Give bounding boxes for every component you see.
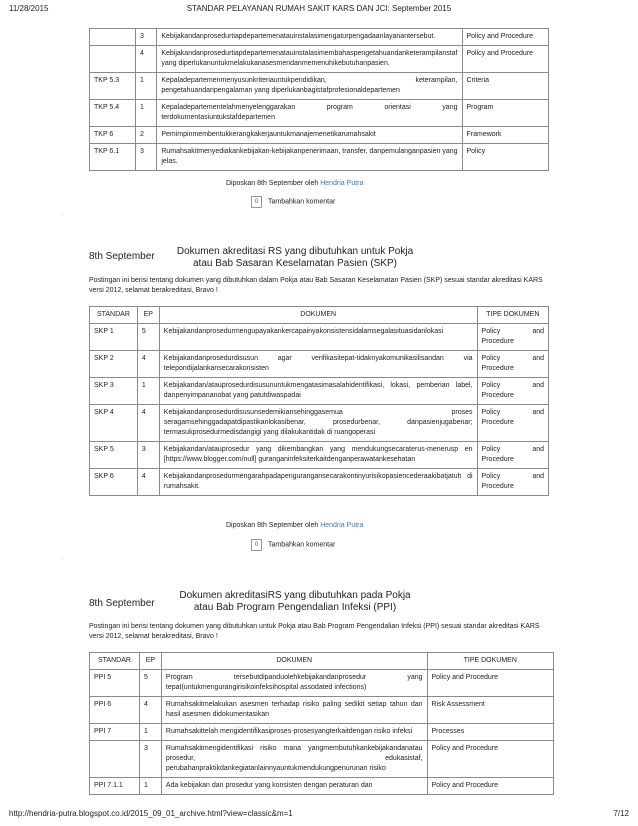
- cell-tipe: Framework: [462, 127, 549, 144]
- cell-ep: 3: [139, 741, 161, 778]
- cell-ep: 3: [136, 144, 157, 171]
- cell-tipe: Policy and Procedure: [477, 378, 548, 405]
- cell-ep: 3: [137, 442, 159, 469]
- cell-tipe: Policy: [462, 144, 549, 171]
- table-row: [90, 778, 554, 795]
- cell-ep: 2: [136, 127, 157, 144]
- cell-dokumen: Rumahsakitmenyediakankebijakan-kebijakanpenerimaan, transfer, danpemulanganpasien yang jelas.: [157, 144, 462, 171]
- page-number: 7/12: [613, 809, 629, 818]
- table-row: [90, 670, 554, 697]
- ppi-table-body: [90, 670, 554, 795]
- cell-tipe: Policy and Procedure: [462, 46, 549, 73]
- cell-ep: 1: [139, 778, 161, 795]
- col-standar: STANDAR: [90, 653, 140, 670]
- print-header: [9, 4, 629, 16]
- cell-tipe: Risk Assessment: [427, 697, 553, 724]
- cell-ep: 1: [137, 378, 159, 405]
- post-intro: Postingan ini berisi tentang dokumen yang dibutuhkan untuk Pokja atau Bab Program Pengendalian Infeksi (PPI) sesuai standar akreditasi KARS versi 2012, selamat berakreditasi, Bravo !: [89, 623, 540, 640]
- post-date: 8th September: [89, 598, 155, 609]
- col-tipe: TIPE DOKUMEN: [427, 653, 553, 670]
- cell-dokumen: Kebijakandanprosedurmengupayakankercapainyakonsistensidalamsegalasituasidanlokasi: [159, 324, 477, 351]
- cell-standar: PPI 7.1.1: [90, 778, 140, 795]
- divider-mark: -: [61, 212, 64, 219]
- cell-tipe: Criteria: [462, 73, 549, 100]
- table-row: [90, 351, 549, 378]
- table-row: [90, 697, 554, 724]
- cell-standar: PPI 5: [90, 670, 140, 697]
- table-row: [90, 127, 549, 144]
- cell-dokumen: Program tersebutdipanduolehkebijakandanprosedur yang tepat(untukmengurangirisikoinfeksihospital assodated infections): [161, 670, 427, 697]
- table-row: [90, 73, 549, 100]
- ppi-table: [89, 652, 554, 795]
- table-row: [90, 442, 549, 469]
- cell-ep: 4: [139, 697, 161, 724]
- cell-standar: TKP 5.4: [90, 100, 136, 127]
- table-row: [90, 144, 549, 171]
- cell-standar: TKP 6: [90, 127, 136, 144]
- cell-standar: SKP 2: [90, 351, 138, 378]
- cell-tipe: Policy and Procedure: [477, 324, 548, 351]
- cell-standar: [90, 46, 136, 73]
- cell-dokumen: Rumahsakitmengidentifikasi risiko mana yangmembutuhkankebijakandanatau prosedur, edukasistaf, perubahanpraktikdankegiatanlainnyauntukmendukungpenurunan risiko: [161, 741, 427, 778]
- cell-tipe: Policy and Procedure: [477, 469, 548, 496]
- cell-dokumen: Kepaladepartementelahmenyelenggarakan program orientasi yang terdokumentasiuntukstafdepartemen: [157, 100, 462, 127]
- add-comment[interactable]: [251, 196, 335, 208]
- divider-mark: -: [61, 556, 64, 563]
- cell-ep: 1: [139, 724, 161, 741]
- cell-tipe: Policy and Procedure: [427, 741, 553, 778]
- post-meta: [226, 522, 363, 529]
- col-standar: STANDAR: [90, 307, 138, 324]
- cell-standar: SKP 6: [90, 469, 138, 496]
- table-row: [90, 469, 549, 496]
- col-ep: EP: [139, 653, 161, 670]
- cell-ep: 3: [136, 29, 157, 46]
- table-row: [90, 741, 554, 778]
- col-dokumen: DOKUMEN: [161, 653, 427, 670]
- table-header-row: [90, 653, 554, 670]
- print-title: STANDAR PELAYANAN RUMAH SAKIT KARS DAN JCI: September 2015: [186, 4, 452, 13]
- cell-standar: TKP 6.1: [90, 144, 136, 171]
- table-row: [90, 324, 549, 351]
- tkp-table-body: [90, 29, 549, 171]
- cell-standar: PPI 7: [90, 724, 140, 741]
- col-ep: EP: [137, 307, 159, 324]
- cell-ep: 4: [137, 405, 159, 442]
- cell-dokumen: Kebijakandanprosedurdisusunsedemikiansehinggasemua proses seragamsehinggadapatdipastikanlokasibenar, prosedurbenar, danpasienjugabenar; termasukprosedurmedisdangigi yang dilakukantidak di ruangoperasi: [159, 405, 477, 442]
- cell-ep: 1: [136, 73, 157, 100]
- cell-dokumen: Kepaladepartemenmenyusunkriteriauntukpendidikan, keterampilan, pengetahuandanpengalaman yang diperlukanbagistafprofesionaldepartemen: [157, 73, 462, 100]
- cell-dokumen: Ada kebijakan dan prosedur yang konsisten dengan peraturan dan: [161, 778, 427, 795]
- cell-tipe: Policy and Procedure: [427, 778, 553, 795]
- table-row: [90, 100, 549, 127]
- cell-tipe: Program: [462, 100, 549, 127]
- add-comment-link[interactable]: Tambahkan komentar: [268, 541, 336, 549]
- add-comment[interactable]: [251, 539, 335, 551]
- cell-standar: SKP 3: [90, 378, 138, 405]
- add-comment-link[interactable]: Tambahkan komentar: [268, 198, 336, 206]
- posted-label: Diposkan 8th September oleh: [226, 180, 319, 187]
- cell-dokumen: Rumahsakitmelakukan asesmen terhadap risiko paling sedikit setiap tahun dan hasil asesmen didokumentasikan: [161, 697, 427, 724]
- comment-count-icon: 0: [251, 196, 262, 208]
- table-row: [90, 405, 549, 442]
- cell-standar: [90, 741, 140, 778]
- posted-label: Diposkan 8th September oleh: [226, 522, 319, 529]
- cell-dokumen: Kebijakandanprosedurdisusun agar verifikasitepat-tidaknyakomunikasilisandan via telepondijalankansecarakonsisten: [159, 351, 477, 378]
- post-intro: Postingan ini berisi tentang dokumen yang dibutuhkan dalam Pokja atau Bab Sasaran Keselamatan Pasien (SKP) sesuai standar akreditasi KARS versi 2012, selamat berakreditasi, Bravo !: [89, 277, 543, 294]
- skp-table-body: [90, 324, 549, 496]
- cell-tipe: Policy and Procedure: [477, 442, 548, 469]
- page-url: http://hendria-putra.blogspot.co.id/2015_09_01_archive.html?view=classic&m=1: [9, 809, 293, 818]
- print-date: 11/28/2015: [9, 4, 49, 13]
- post-title[interactable]: Dokumen akreditasi RS yang dibutuhkan untuk Pokja atau Bab Sasaran Keselamatan Pasien (SKP): [176, 246, 414, 269]
- cell-dokumen: Pemimpinmembentukkerangkakerjauntukmanajemenetikarumahsakit: [157, 127, 462, 144]
- cell-dokumen: Kebijakandanprosedurtiapdepartemenatauinstalasimembahaspengetahuandanketerampilanstaf yang diperlukanuntukmelakukanasesmendanmemenuhikebutuhanpasien.: [157, 46, 462, 73]
- table-row: [90, 29, 549, 46]
- post-title[interactable]: Dokumen akreditasiRS yang dibutuhkan pada Pokja atau Bab Program Pengendalian Infeksi (PPI): [179, 590, 411, 613]
- tkp-table: [89, 28, 549, 171]
- post-meta: [226, 180, 363, 187]
- author-link[interactable]: Hendria Putra: [320, 522, 364, 529]
- cell-dokumen: Kebijakandanprosedurtiapdepartemenatauinstalasimengaturpengadaanlayanantersebut.: [157, 29, 462, 46]
- cell-tipe: Processes: [427, 724, 553, 741]
- cell-tipe: Policy and Procedure: [427, 670, 553, 697]
- print-footer: [9, 809, 629, 821]
- cell-dokumen: Rumahsakittelah mengidentifikasiproses-prosesyangterkaitdengan risiko infeksi: [161, 724, 427, 741]
- cell-tipe: Policy and Procedure: [477, 351, 548, 378]
- comment-count-icon: 0: [251, 539, 262, 551]
- author-link[interactable]: Hendria Putra: [320, 180, 364, 187]
- table-header-row: [90, 307, 549, 324]
- table-row: [90, 724, 554, 741]
- col-tipe: TIPE DOKUMEN: [477, 307, 548, 324]
- cell-ep: 1: [136, 100, 157, 127]
- cell-ep: 4: [136, 46, 157, 73]
- cell-dokumen: Kebijakandan/atauprosedur yang dikembangkan yang mendukungsecaraterus-menerusp en [https://www.blogger.com/null] guranganinfeksiterkaitdenganperawatankesehatan: [159, 442, 477, 469]
- cell-tipe: Policy and Procedure: [462, 29, 549, 46]
- cell-standar: SKP 5: [90, 442, 138, 469]
- cell-dokumen: Kebijakandan/atauprosedurdisusununtukmengatasimasalahidentifikasi, lokasi, pemberian label, danpenyimpananobat yang patutdiwaspadai: [159, 378, 477, 405]
- table-row: [90, 46, 549, 73]
- cell-ep: 4: [137, 351, 159, 378]
- cell-dokumen: Kebijakandanprosedurmengarahpadapengurangansecarakontinyurisikopasiencederaakibatjatuh di rumahsakit.: [159, 469, 477, 496]
- cell-standar: TKP 5.3: [90, 73, 136, 100]
- post-date: 8th September: [89, 251, 155, 262]
- table-row: [90, 378, 549, 405]
- col-dokumen: DOKUMEN: [159, 307, 477, 324]
- cell-ep: 5: [137, 324, 159, 351]
- cell-ep: 5: [139, 670, 161, 697]
- cell-ep: 4: [137, 469, 159, 496]
- cell-standar: PPI 6: [90, 697, 140, 724]
- cell-standar: SKP 4: [90, 405, 138, 442]
- cell-standar: SKP 1: [90, 324, 138, 351]
- cell-tipe: Policy and Procedure: [477, 405, 548, 442]
- cell-standar: [90, 29, 136, 46]
- skp-table: [89, 306, 549, 496]
